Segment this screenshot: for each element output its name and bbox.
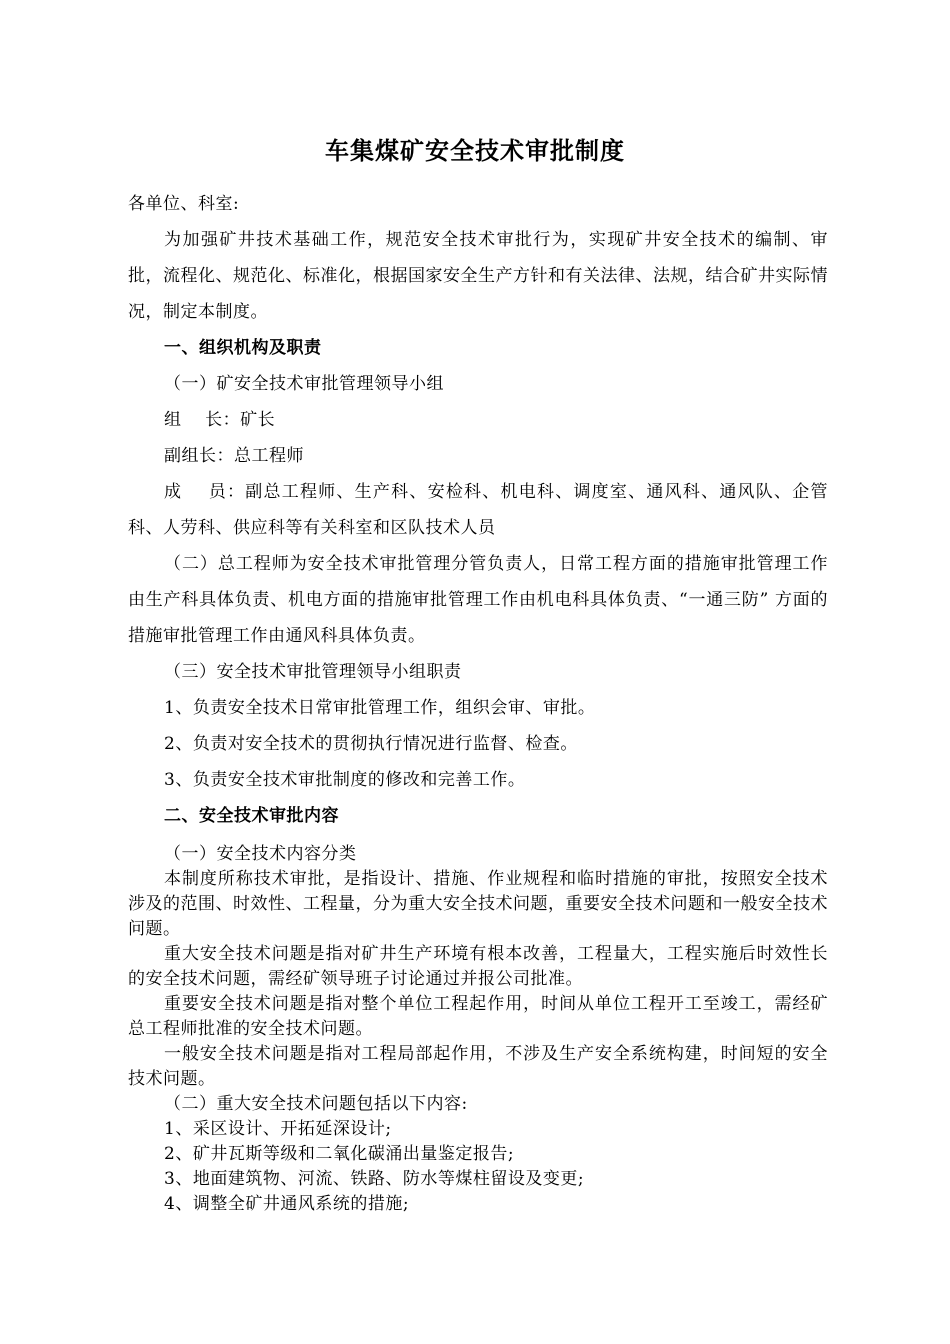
major-item: 1、采区设计、开拓延深设计;	[164, 1119, 392, 1139]
general-issue-paragraph: 一般安全技术问题是指对工程局部起作用，不涉及生产安全系统构建，时间短的安全技术问题。	[128, 1044, 828, 1089]
duty-item: 3、负责安全技术审批制度的修改和完善工作。	[164, 770, 526, 790]
group-members: 成 员：副总工程师、生产科、安检科、机电科、调度室、通风科、通风队、企管科、人劳科、供应科等有关科室和区队技术人员	[128, 482, 828, 538]
section2-heading: 二、安全技术审批内容	[164, 806, 339, 826]
classification-paragraph: 本制度所称技术审批，是指设计、措施、作业规程和临时措施的审批，按照安全技术涉及的范围、时效性、工程量，分为重大安全技术问题，重要安全技术问题和一般安全技术问题。	[128, 869, 828, 939]
group-deputy: 副组长：总工程师	[164, 446, 304, 466]
document-body-upper	[128, 186, 828, 834]
section1-sub2: （二）总工程师为安全技术审批管理分管负责人，日常工程方面的措施审批管理工作由生产科具体负责、机电方面的措施审批管理工作由机电科具体负责、“一通三防” 方面的措施审批管理工作由通风科具体负责。	[128, 554, 828, 646]
major-item: 3、地面建筑物、河流、铁路、防水等煤柱留设及变更;	[164, 1169, 585, 1189]
major-item: 2、矿井瓦斯等级和二氧化碳涌出量鉴定报告;	[164, 1144, 515, 1164]
section1-sub1: （一）矿安全技术审批管理领导小组	[164, 374, 444, 394]
important-issue-paragraph: 重要安全技术问题是指对整个单位工程起作用，时间从单位工程开工至竣工，需经矿总工程师批准的安全技术问题。	[128, 994, 828, 1039]
group-leader: 组 长：矿长	[164, 410, 276, 430]
duty-item: 1、负责安全技术日常审批管理工作，组织会审、审批。	[164, 698, 596, 718]
duty-item: 2、负责对安全技术的贯彻执行情况进行监督、检查。	[164, 734, 578, 754]
intro-paragraph: 为加强矿井技术基础工作，规范安全技术审批行为，实现矿井安全技术的编制、审批，流程化、规范化、标准化，根据国家安全生产方针和有关法律、法规，结合矿井实际情况，制定本制度。	[128, 230, 828, 322]
section1-heading: 一、组织机构及职责	[164, 338, 322, 358]
document-title: 车集煤矿安全技术审批制度	[325, 136, 625, 165]
section2-sub2: （二）重大安全技术问题包括以下内容:	[164, 1094, 468, 1114]
major-issue-paragraph: 重大安全技术问题是指对矿井生产环境有根本改善，工程量大，工程实施后时效性长的安全技术问题，需经矿领导班子讨论通过并报公司批准。	[128, 944, 828, 989]
section1-sub3: （三）安全技术审批管理领导小组职责	[164, 662, 462, 682]
section2-sub1: （一）安全技术内容分类	[164, 844, 357, 864]
major-item: 4、调整全矿井通风系统的措施;	[164, 1194, 410, 1214]
salutation: 各单位、科室:	[128, 194, 240, 214]
document-body-lower	[128, 842, 828, 1217]
